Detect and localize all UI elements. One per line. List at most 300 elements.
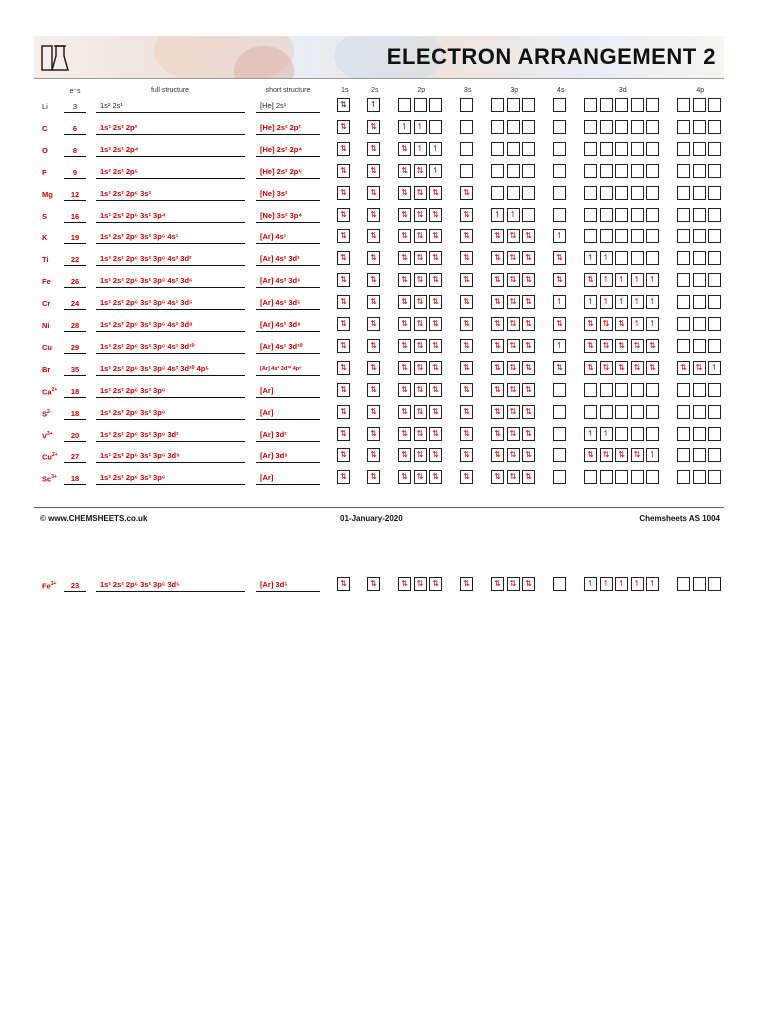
orbital-box-4p[interactable]: [677, 98, 690, 112]
short-structure-field[interactable]: [Ar] 3d⁵: [260, 580, 288, 589]
full-structure-field[interactable]: 1s² 2s² 2p⁶ 3s² 3p⁶: [100, 407, 166, 417]
orbital-box-4s[interactable]: ⇅: [553, 273, 566, 287]
full-structure-field[interactable]: 1s² 2s¹: [100, 101, 123, 110]
orbital-box-2p[interactable]: ⇅: [398, 448, 411, 462]
orbital-box-4p[interactable]: [677, 229, 690, 243]
orbital-box-2p[interactable]: ⇅: [429, 405, 442, 419]
orbital-box-3d[interactable]: [631, 120, 644, 134]
orbital-box-3d[interactable]: [615, 405, 628, 419]
orbital-box-2p[interactable]: ⇅: [429, 295, 442, 309]
orbital-box-4s[interactable]: [553, 164, 566, 178]
orbital-box-3s[interactable]: ⇅: [460, 448, 473, 462]
orbital-box-3d[interactable]: ↿: [600, 295, 613, 309]
orbital-box-3d[interactable]: [584, 186, 597, 200]
orbital-box-4p[interactable]: [677, 295, 690, 309]
orbital-box-3p[interactable]: [491, 98, 504, 112]
orbital-box-3d[interactable]: ⇅: [600, 361, 613, 375]
orbital-box-4p[interactable]: [677, 577, 690, 591]
orbital-box-3s[interactable]: ⇅: [460, 339, 473, 353]
short-structure-field[interactable]: [He] 2s² 2p⁴: [260, 144, 303, 154]
orbital-box-3d[interactable]: [631, 427, 644, 441]
short-structure-field[interactable]: [Ar]: [260, 407, 274, 417]
orbital-box-2p[interactable]: ⇅: [429, 577, 442, 591]
orbital-box-3p[interactable]: ⇅: [491, 317, 504, 331]
orbital-box-4p[interactable]: [708, 142, 721, 156]
orbital-box-3d[interactable]: ↿: [646, 295, 659, 309]
electron-count-field[interactable]: 9: [72, 167, 78, 177]
orbital-box-2p[interactable]: ⇅: [398, 470, 411, 484]
electron-count-field[interactable]: 18: [70, 386, 80, 396]
orbital-box-1s[interactable]: ⇅: [337, 361, 350, 375]
orbital-box-2p[interactable]: ⇅: [414, 164, 427, 178]
orbital-box-2p[interactable]: ⇅: [398, 164, 411, 178]
orbital-box-3p[interactable]: ⇅: [507, 273, 520, 287]
electron-count-field[interactable]: 16: [70, 211, 80, 221]
orbital-box-3p[interactable]: ↿: [491, 208, 504, 222]
orbital-box-4p[interactable]: [693, 317, 706, 331]
orbital-box-3p[interactable]: [507, 120, 520, 134]
orbital-box-4p[interactable]: [693, 383, 706, 397]
orbital-box-3p[interactable]: [507, 164, 520, 178]
orbital-box-3d[interactable]: ⇅: [631, 448, 644, 462]
orbital-box-3d[interactable]: [646, 405, 659, 419]
orbital-box-3p[interactable]: ⇅: [507, 470, 520, 484]
orbital-box-2p[interactable]: ⇅: [414, 339, 427, 353]
orbital-box-2p[interactable]: ⇅: [429, 339, 442, 353]
orbital-box-3d[interactable]: ⇅: [600, 317, 613, 331]
short-structure-field[interactable]: [Ar] 3d⁹: [260, 451, 288, 461]
orbital-box-1s[interactable]: ⇅: [337, 295, 350, 309]
orbital-box-4p[interactable]: [693, 98, 706, 112]
orbital-box-4p[interactable]: [693, 273, 706, 287]
orbital-box-1s[interactable]: ⇅: [337, 405, 350, 419]
orbital-box-2s[interactable]: ⇅: [367, 577, 380, 591]
electron-count-field[interactable]: 3: [72, 102, 78, 111]
orbital-box-2s[interactable]: ⇅: [367, 229, 380, 243]
orbital-box-3d[interactable]: ⇅: [584, 317, 597, 331]
orbital-box-3d[interactable]: [631, 142, 644, 156]
orbital-box-4p[interactable]: [693, 470, 706, 484]
orbital-box-4s[interactable]: ⇅: [553, 317, 566, 331]
orbital-box-4s[interactable]: [553, 577, 566, 591]
orbital-box-3p[interactable]: ⇅: [522, 295, 535, 309]
orbital-box-1s[interactable]: ⇅: [337, 164, 350, 178]
electron-count-field[interactable]: 26: [70, 277, 80, 287]
orbital-box-4p[interactable]: [708, 317, 721, 331]
orbital-box-2p[interactable]: ⇅: [429, 448, 442, 462]
orbital-box-3s[interactable]: ⇅: [460, 251, 473, 265]
orbital-box-3d[interactable]: [615, 142, 628, 156]
orbital-box-3p[interactable]: ↿: [507, 208, 520, 222]
orbital-box-3p[interactable]: ⇅: [522, 427, 535, 441]
orbital-box-4p[interactable]: [708, 448, 721, 462]
orbital-box-3d[interactable]: [600, 208, 613, 222]
orbital-box-2s[interactable]: ⇅: [367, 186, 380, 200]
orbital-box-4p[interactable]: [677, 470, 690, 484]
orbital-box-2p[interactable]: ⇅: [398, 339, 411, 353]
orbital-box-4p[interactable]: ↿: [708, 361, 721, 375]
orbital-box-1s[interactable]: ⇅: [337, 448, 350, 462]
orbital-box-3d[interactable]: [631, 186, 644, 200]
orbital-box-3d[interactable]: [600, 383, 613, 397]
orbital-box-2p[interactable]: ⇅: [429, 273, 442, 287]
orbital-box-3d[interactable]: [631, 164, 644, 178]
orbital-box-4p[interactable]: [693, 251, 706, 265]
orbital-box-1s[interactable]: ⇅: [337, 383, 350, 397]
orbital-box-3d[interactable]: [584, 470, 597, 484]
electron-count-field[interactable]: 28: [70, 321, 80, 330]
orbital-box-2p[interactable]: ⇅: [429, 361, 442, 375]
full-structure-field[interactable]: 1s² 2s² 2p⁶ 3s² 3p⁶ 4s¹ 3d¹⁰: [100, 341, 195, 351]
orbital-box-2p[interactable]: ⇅: [414, 251, 427, 265]
orbital-box-3p[interactable]: ⇅: [507, 577, 520, 591]
orbital-box-3d[interactable]: ↿: [584, 295, 597, 309]
orbital-box-2p[interactable]: ⇅: [398, 317, 411, 331]
orbital-box-2p[interactable]: ⇅: [429, 229, 442, 243]
orbital-box-2p[interactable]: ↿: [414, 120, 427, 134]
orbital-box-2s[interactable]: ⇅: [367, 339, 380, 353]
short-structure-field[interactable]: [Ar]: [260, 473, 274, 483]
orbital-box-4s[interactable]: [553, 427, 566, 441]
orbital-box-3p[interactable]: ⇅: [491, 361, 504, 375]
orbital-box-3p[interactable]: ⇅: [522, 317, 535, 331]
orbital-box-3p[interactable]: ⇅: [507, 339, 520, 353]
orbital-box-4p[interactable]: [693, 186, 706, 200]
orbital-box-3p[interactable]: ⇅: [522, 273, 535, 287]
orbital-box-3d[interactable]: ↿: [631, 273, 644, 287]
orbital-box-3p[interactable]: [522, 142, 535, 156]
orbital-box-3s[interactable]: ⇅: [460, 229, 473, 243]
orbital-box-3d[interactable]: ↿: [646, 448, 659, 462]
orbital-box-3d[interactable]: ↿: [631, 577, 644, 591]
orbital-box-3s[interactable]: ⇅: [460, 383, 473, 397]
orbital-box-2p[interactable]: ⇅: [429, 251, 442, 265]
full-structure-field[interactable]: 1s² 2s² 2p⁶ 3s² 3p⁶ 4s² 3d²: [100, 254, 192, 264]
full-structure-field[interactable]: 1s² 2s² 2p⁴: [100, 144, 139, 154]
orbital-box-2p[interactable]: ⇅: [398, 273, 411, 287]
orbital-box-3d[interactable]: ↿: [646, 577, 659, 591]
short-structure-field[interactable]: [He] 2s² 2p⁵: [260, 166, 302, 176]
full-structure-field[interactable]: 1s² 2s² 2p⁵: [100, 166, 139, 176]
orbital-box-3d[interactable]: ⇅: [600, 448, 613, 462]
orbital-box-4s[interactable]: ↿: [553, 229, 566, 243]
orbital-box-3p[interactable]: ⇅: [522, 405, 535, 419]
orbital-box-3d[interactable]: [631, 383, 644, 397]
orbital-box-3p[interactable]: [522, 186, 535, 200]
orbital-box-3p[interactable]: ⇅: [522, 339, 535, 353]
electron-count-field[interactable]: 23: [70, 581, 80, 590]
orbital-box-3p[interactable]: [522, 164, 535, 178]
orbital-box-3d[interactable]: [646, 427, 659, 441]
orbital-box-2s[interactable]: ⇅: [367, 164, 380, 178]
orbital-box-4s[interactable]: [553, 186, 566, 200]
orbital-box-2p[interactable]: ⇅: [414, 361, 427, 375]
orbital-box-3d[interactable]: [584, 383, 597, 397]
orbital-box-4s[interactable]: [553, 470, 566, 484]
orbital-box-3d[interactable]: [615, 164, 628, 178]
orbital-box-3d[interactable]: ↿: [600, 427, 613, 441]
orbital-box-4p[interactable]: [708, 470, 721, 484]
short-structure-field[interactable]: [Ar] 4s² 3d⁸: [260, 320, 301, 329]
orbital-box-2p[interactable]: ⇅: [398, 405, 411, 419]
orbital-box-3d[interactable]: ↿: [600, 273, 613, 287]
orbital-box-2p[interactable]: ⇅: [414, 208, 427, 222]
orbital-box-3p[interactable]: [507, 186, 520, 200]
orbital-box-2s[interactable]: ⇅: [367, 273, 380, 287]
orbital-box-3d[interactable]: ↿: [584, 251, 597, 265]
orbital-box-4p[interactable]: [677, 142, 690, 156]
orbital-box-3d[interactable]: ⇅: [584, 273, 597, 287]
orbital-box-4p[interactable]: [708, 273, 721, 287]
short-structure-field[interactable]: [Ar] 3d²: [260, 429, 287, 439]
orbital-box-4p[interactable]: [708, 295, 721, 309]
orbital-box-2p[interactable]: ⇅: [398, 361, 411, 375]
orbital-box-3d[interactable]: [584, 98, 597, 112]
full-structure-field[interactable]: 1s² 2s² 2p⁶ 3s² 3p⁶ 4s¹: [100, 232, 179, 242]
orbital-box-2p[interactable]: ⇅: [398, 251, 411, 265]
electron-count-field[interactable]: 29: [70, 342, 80, 352]
orbital-box-3s[interactable]: [460, 120, 473, 134]
orbital-box-2p[interactable]: ↿: [414, 142, 427, 156]
orbital-box-4p[interactable]: [677, 448, 690, 462]
electron-count-field[interactable]: 19: [70, 233, 80, 243]
orbital-box-4p[interactable]: [693, 208, 706, 222]
orbital-box-3d[interactable]: ⇅: [615, 339, 628, 353]
orbital-box-1s[interactable]: ⇅: [337, 339, 350, 353]
electron-count-field[interactable]: 18: [70, 474, 80, 484]
full-structure-field[interactable]: 1s² 2s² 2p⁶ 3s² 3p⁶ 3d²: [100, 429, 179, 439]
orbital-box-1s[interactable]: ⇅: [337, 251, 350, 265]
orbital-box-2p[interactable]: ⇅: [414, 273, 427, 287]
short-structure-field[interactable]: [Ar] 4s² 3d²: [260, 254, 300, 264]
orbital-box-4p[interactable]: ⇅: [693, 361, 706, 375]
orbital-box-4p[interactable]: [693, 405, 706, 419]
orbital-box-2s[interactable]: ⇅: [367, 251, 380, 265]
orbital-box-3d[interactable]: [600, 120, 613, 134]
orbital-box-4s[interactable]: [553, 405, 566, 419]
orbital-box-3s[interactable]: ⇅: [460, 186, 473, 200]
orbital-box-3d[interactable]: [615, 383, 628, 397]
orbital-box-2p[interactable]: ⇅: [398, 142, 411, 156]
orbital-box-3d[interactable]: ↿: [600, 577, 613, 591]
orbital-box-3d[interactable]: [600, 142, 613, 156]
orbital-box-3p[interactable]: ⇅: [491, 229, 504, 243]
orbital-box-3d[interactable]: [646, 383, 659, 397]
orbital-box-3d[interactable]: [600, 470, 613, 484]
orbital-box-4p[interactable]: [708, 339, 721, 353]
orbital-box-2s[interactable]: ⇅: [367, 427, 380, 441]
short-structure-field[interactable]: [Ne] 3s² 3p⁴: [260, 210, 303, 220]
electron-count-field[interactable]: 8: [72, 145, 78, 155]
orbital-box-3p[interactable]: ⇅: [491, 383, 504, 397]
orbital-box-2p[interactable]: ⇅: [398, 295, 411, 309]
orbital-box-4s[interactable]: [553, 98, 566, 112]
orbital-box-4p[interactable]: [693, 164, 706, 178]
orbital-box-4p[interactable]: [708, 98, 721, 112]
orbital-box-2s[interactable]: ⇅: [367, 317, 380, 331]
orbital-box-3d[interactable]: [584, 164, 597, 178]
orbital-box-3d[interactable]: ⇅: [615, 361, 628, 375]
orbital-box-3d[interactable]: [584, 120, 597, 134]
orbital-box-2p[interactable]: ↿: [429, 164, 442, 178]
full-structure-field[interactable]: 1s² 2s² 2p⁶ 3s² 3p⁶ 3d⁵: [100, 580, 180, 589]
orbital-box-3p[interactable]: ⇅: [491, 470, 504, 484]
orbital-box-1s[interactable]: ⇅: [337, 142, 350, 156]
electron-count-field[interactable]: 35: [70, 364, 80, 374]
orbital-box-3d[interactable]: ↿: [646, 273, 659, 287]
orbital-box-3p[interactable]: ⇅: [507, 427, 520, 441]
orbital-box-4p[interactable]: [693, 120, 706, 134]
orbital-box-3p[interactable]: ⇅: [522, 361, 535, 375]
orbital-box-2p[interactable]: ⇅: [429, 427, 442, 441]
orbital-box-2p[interactable]: ⇅: [429, 208, 442, 222]
orbital-box-1s[interactable]: ⇅: [337, 120, 350, 134]
orbital-box-3p[interactable]: ⇅: [522, 577, 535, 591]
orbital-box-3p[interactable]: ⇅: [507, 405, 520, 419]
orbital-box-2p[interactable]: ⇅: [398, 208, 411, 222]
orbital-box-4p[interactable]: [677, 164, 690, 178]
orbital-box-3d[interactable]: [646, 251, 659, 265]
orbital-box-2p[interactable]: ⇅: [429, 186, 442, 200]
orbital-box-3p[interactable]: ⇅: [522, 448, 535, 462]
orbital-box-3d[interactable]: ⇅: [600, 339, 613, 353]
orbital-box-4p[interactable]: [693, 577, 706, 591]
orbital-box-3p[interactable]: [491, 120, 504, 134]
full-structure-field[interactable]: 1s² 2s² 2p⁶ 3s² 3p⁶: [100, 385, 166, 395]
orbital-box-3p[interactable]: ⇅: [522, 229, 535, 243]
orbital-box-1s[interactable]: ⇅: [337, 186, 350, 200]
orbital-box-4p[interactable]: [677, 120, 690, 134]
orbital-box-3p[interactable]: ⇅: [491, 427, 504, 441]
orbital-box-4p[interactable]: [708, 383, 721, 397]
orbital-box-4s[interactable]: ↿: [553, 339, 566, 353]
orbital-box-3p[interactable]: ⇅: [491, 273, 504, 287]
electron-count-field[interactable]: 24: [70, 299, 80, 309]
short-structure-field[interactable]: [Ar] 4s¹: [260, 232, 287, 242]
orbital-box-3p[interactable]: [491, 164, 504, 178]
orbital-box-3d[interactable]: ↿: [584, 427, 597, 441]
orbital-box-3s[interactable]: ⇅: [460, 427, 473, 441]
orbital-box-2p[interactable]: ⇅: [414, 577, 427, 591]
orbital-box-3d[interactable]: ↿: [615, 577, 628, 591]
orbital-box-2p[interactable]: ⇅: [414, 186, 427, 200]
orbital-box-3p[interactable]: ⇅: [507, 229, 520, 243]
orbital-box-4p[interactable]: [708, 405, 721, 419]
orbital-box-3p[interactable]: [507, 98, 520, 112]
orbital-box-2p[interactable]: ⇅: [414, 470, 427, 484]
orbital-box-4p[interactable]: [693, 229, 706, 243]
orbital-box-3d[interactable]: [615, 186, 628, 200]
orbital-box-4s[interactable]: [553, 448, 566, 462]
orbital-box-3s[interactable]: ⇅: [460, 470, 473, 484]
orbital-box-3p[interactable]: ⇅: [491, 405, 504, 419]
orbital-box-4s[interactable]: ↿: [553, 295, 566, 309]
orbital-box-4s[interactable]: [553, 142, 566, 156]
orbital-box-4p[interactable]: [693, 142, 706, 156]
orbital-box-3d[interactable]: [615, 208, 628, 222]
orbital-box-2p[interactable]: [398, 98, 411, 112]
orbital-box-2s[interactable]: ⇅: [367, 405, 380, 419]
orbital-box-4p[interactable]: [677, 427, 690, 441]
orbital-box-4p[interactable]: [677, 273, 690, 287]
full-structure-field[interactable]: 1s² 2s² 2p⁶ 3s² 3p⁶ 4s² 3d¹⁰ 4p⁵: [100, 363, 209, 373]
orbital-box-4s[interactable]: ⇅: [553, 251, 566, 265]
orbital-box-3s[interactable]: ⇅: [460, 577, 473, 591]
full-structure-field[interactable]: 1s² 2s² 2p⁶ 3s² 3p⁶ 4s² 3d⁶: [100, 276, 193, 286]
electron-count-field[interactable]: 22: [70, 255, 80, 265]
orbital-box-2p[interactable]: [414, 98, 427, 112]
orbital-box-2p[interactable]: ↿: [398, 120, 411, 134]
orbital-box-3d[interactable]: ↿: [600, 251, 613, 265]
orbital-box-3d[interactable]: [646, 142, 659, 156]
orbital-box-3p[interactable]: ⇅: [507, 448, 520, 462]
orbital-box-1s[interactable]: ⇅: [337, 577, 350, 591]
orbital-box-3p[interactable]: ⇅: [522, 470, 535, 484]
full-structure-field[interactable]: 1s² 2s² 2p⁶ 3s² 3p⁶ 4s¹ 3d⁵: [100, 298, 193, 308]
orbital-box-2p[interactable]: ⇅: [414, 427, 427, 441]
short-structure-field[interactable]: [He] 2s² 2p²: [260, 122, 301, 132]
orbital-box-2p[interactable]: ⇅: [429, 383, 442, 397]
orbital-box-3d[interactable]: ⇅: [615, 317, 628, 331]
orbital-box-3d[interactable]: ↿: [584, 577, 597, 591]
orbital-box-3d[interactable]: [631, 208, 644, 222]
orbital-box-3p[interactable]: ⇅: [507, 383, 520, 397]
orbital-box-2p[interactable]: ⇅: [414, 405, 427, 419]
orbital-box-2s[interactable]: ↿: [367, 98, 380, 112]
orbital-box-3d[interactable]: [615, 470, 628, 484]
orbital-box-2s[interactable]: ⇅: [367, 470, 380, 484]
orbital-box-4p[interactable]: [708, 208, 721, 222]
orbital-box-3d[interactable]: [646, 470, 659, 484]
orbital-box-3d[interactable]: [646, 98, 659, 112]
orbital-box-3d[interactable]: [646, 164, 659, 178]
orbital-box-2p[interactable]: ⇅: [398, 383, 411, 397]
orbital-box-3d[interactable]: ⇅: [646, 339, 659, 353]
short-structure-field[interactable]: [Ar] 4s¹ 3d¹⁰: [260, 341, 303, 351]
orbital-box-4s[interactable]: ⇅: [553, 361, 566, 375]
orbital-box-3d[interactable]: [615, 120, 628, 134]
electron-count-field[interactable]: 27: [70, 452, 80, 462]
orbital-box-1s[interactable]: ⇅: [337, 229, 350, 243]
orbital-box-3s[interactable]: ⇅: [460, 273, 473, 287]
orbital-box-3d[interactable]: [646, 208, 659, 222]
orbital-box-3d[interactable]: ⇅: [631, 339, 644, 353]
orbital-box-4p[interactable]: [708, 427, 721, 441]
orbital-box-3d[interactable]: [615, 98, 628, 112]
orbital-box-3d[interactable]: [631, 405, 644, 419]
full-structure-field[interactable]: 1s² 2s² 2p⁶ 3s² 3p⁶ 3d⁹: [100, 451, 180, 461]
orbital-box-4p[interactable]: [708, 120, 721, 134]
orbital-box-3d[interactable]: ⇅: [646, 361, 659, 375]
electron-count-field[interactable]: 18: [70, 408, 80, 418]
electron-count-field[interactable]: 6: [72, 123, 78, 133]
orbital-box-3p[interactable]: ⇅: [507, 251, 520, 265]
orbital-box-4s[interactable]: [553, 120, 566, 134]
orbital-box-2p[interactable]: ⇅: [414, 448, 427, 462]
short-structure-field[interactable]: [Ar] 4s² 3d¹⁰ 4p⁵: [260, 365, 302, 372]
orbital-box-3s[interactable]: ⇅: [460, 405, 473, 419]
orbital-box-4p[interactable]: [677, 405, 690, 419]
orbital-box-3p[interactable]: [491, 142, 504, 156]
orbital-box-3s[interactable]: ⇅: [460, 295, 473, 309]
short-structure-field[interactable]: [Ar]: [260, 385, 274, 395]
orbital-box-4s[interactable]: [553, 208, 566, 222]
orbital-box-3d[interactable]: [600, 229, 613, 243]
orbital-box-2p[interactable]: ⇅: [398, 427, 411, 441]
orbital-box-2s[interactable]: ⇅: [367, 142, 380, 156]
short-structure-field[interactable]: [He] 2s¹: [260, 101, 287, 110]
orbital-box-3d[interactable]: ↿: [615, 273, 628, 287]
